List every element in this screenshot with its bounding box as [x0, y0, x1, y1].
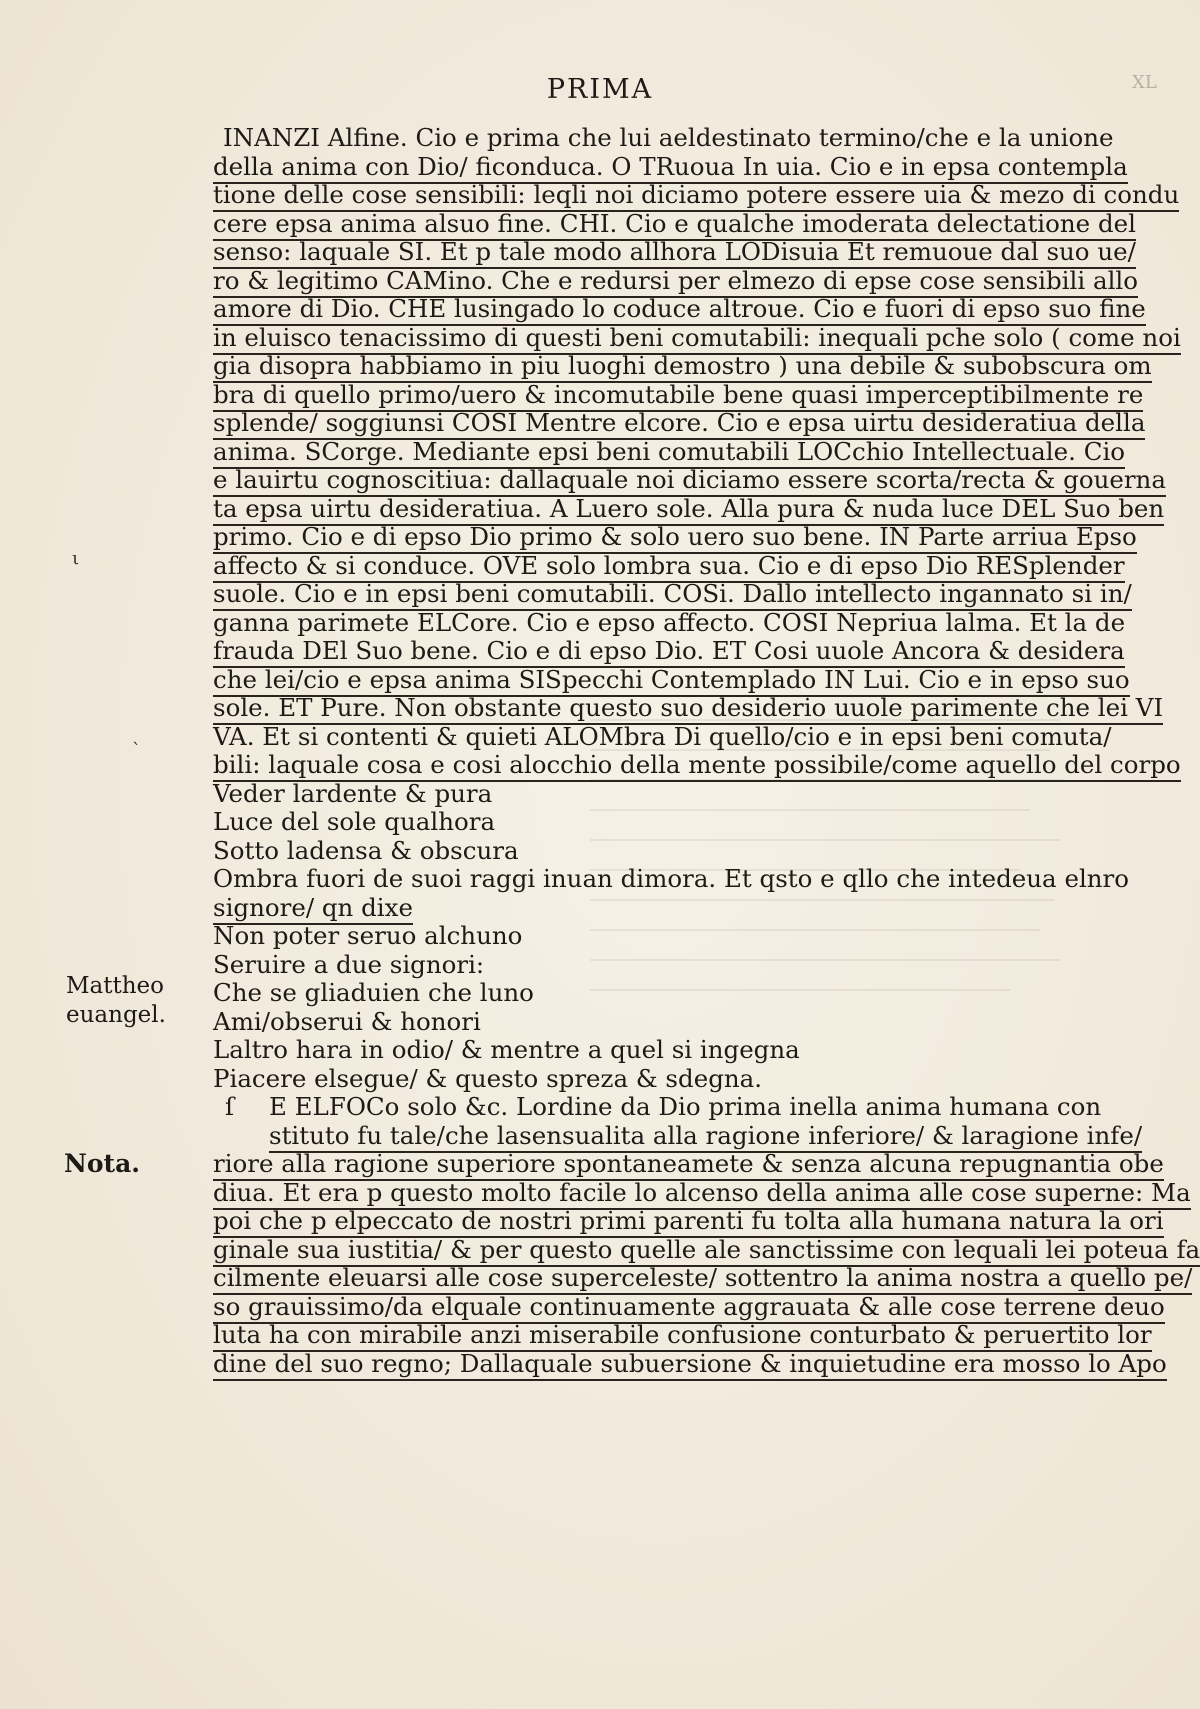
text-line-content: luta ha con mirabile anzi miserabile confusione conturbato & peruertito lor	[213, 1320, 1152, 1352]
text-line	[213, 1177, 1191, 1208]
text-line	[213, 208, 1136, 239]
margin-mark: ι	[72, 548, 80, 569]
text-line-content: poi che p elpeccato de nostri primi parenti fu tolta alla humana natura la ori	[213, 1206, 1164, 1238]
text-line	[213, 1234, 1200, 1265]
text-line-content: splende/ soggiunsi COSI Mentre elcore. Cio e epsa uirtu desideratiua della	[213, 408, 1145, 440]
text-line	[213, 493, 1165, 524]
text-line-content: frauda DEl Suo bene. Cio e di epso Dio. ET Cosi uuole Ancora & desidera	[213, 636, 1125, 668]
text-line	[213, 894, 1093, 923]
text-line-content: senso: laquale SI. Et p tale modo allhora LODisuia Et remuoue dal suo ue/	[213, 237, 1136, 269]
verse-line: Non poter seruo alchuno	[213, 921, 523, 950]
text-line	[213, 465, 1166, 495]
page-marker: XL	[1132, 72, 1157, 93]
running-title: PRIMA	[546, 74, 654, 105]
text-line-content: dine del suo regno; Dallaquale subuersione & inquietudine era mosso lo Apo	[213, 1349, 1167, 1381]
text-line	[213, 180, 1180, 210]
margin-citation-2: euangel.	[66, 1002, 166, 1028]
text-line: VA. Et si contenti & quieti ALOMbra Di quello/cio e in epsi beni comuta/	[213, 721, 1112, 751]
text-line-content: E ELFOCo solo &c. Lordine da Dio prima inella anima humana con	[269, 1092, 1102, 1121]
verse-line: Ami/obserui & honori	[213, 1006, 481, 1036]
text-line-content: stituto fu tale/che lasensualita alla ragione inferiore/ & laragione infe/	[269, 1121, 1142, 1153]
text-line-content: so grauissimo/da elquale continuamente aggrauata & alle cose terrene deuo	[213, 1292, 1165, 1324]
text-line: ganna parimete ELCore. Cio e epso affecto. COSI Nepriua lalma. Et la de	[213, 607, 1126, 637]
text-line	[213, 1120, 1143, 1151]
text-line	[213, 1149, 1164, 1179]
text-line	[213, 379, 1144, 410]
text-line-content: che lei/cio e epsa anima SISpecchi Contemplado IN Lui. Cio e in epso suo	[213, 665, 1130, 697]
text-line-content: diua. Et era p questo molto facile lo alcenso della anima alle cose superne: Ma	[213, 1178, 1191, 1210]
verse-line: Laltro hara in odio/ & mentre a quel si ingegna	[213, 1035, 800, 1064]
text-line-content: suole. Cio e in epsi beni comutabili. COSi. Dallo intellecto ingannato si in/	[213, 579, 1132, 611]
text-line: Ombra fuori de suoi raggi inuan dimora. Et qsto e qllo che intedeua elnro	[213, 864, 1130, 893]
text-line	[213, 436, 1126, 467]
verse-line: Luce del sole qualhora	[213, 807, 496, 836]
text-line: INANZI Alfine. Cio e prima che lui aeldestinato termino/che e la unione	[223, 123, 1114, 152]
verse-line: Seruire a due signori:	[213, 949, 485, 979]
text-line-content: e lauirtu cognoscitiua: dallaquale noi diciamo essere scorta/recta & gouerna	[213, 465, 1166, 497]
text-line-content: bili: laquale cosa e cosi alocchio della mente possibile/come aquello del corpo	[213, 750, 1181, 782]
text-line-content: della anima con Dio/ ficonduca. O TRuoua In uia. Cio e in epsa contempla	[213, 152, 1128, 184]
verse-line: Piacere elsegue/ & questo spreza & sdegna.	[213, 1063, 763, 1093]
text-line-content: sole. ET Pure. Non obstante questo suo desiderio uuole parimente che lei VI	[213, 693, 1163, 725]
text-line	[213, 1092, 1102, 1122]
paragraph-mark: ſ	[225, 1092, 235, 1121]
text-line	[213, 1291, 1165, 1322]
margin-citation-1: Mattheo	[66, 973, 165, 999]
text-line	[213, 636, 1125, 666]
text-line-content: ginale sua iustitia/ & per questo quelle ale sanctissime con lequali lei poteua fa	[213, 1235, 1200, 1267]
text-line	[213, 237, 1136, 267]
text-line	[213, 294, 1146, 324]
text-line	[213, 579, 1132, 609]
text-line	[213, 550, 1125, 581]
text-line-content: ta epsa uirtu desideratiua. A Luero sole. Alla pura & nuda luce DEL Suo ben	[213, 494, 1164, 526]
text-line-content: affecto & si conduce. OVE solo lombra sua. Cio e di epso Dio RESplender	[213, 551, 1125, 583]
text-line-content: amore di Dio. CHE lusingado lo coduce altroue. Cio e fuori di epso suo fine	[213, 294, 1146, 326]
main-text	[213, 123, 1200, 1378]
text-line-content: primo. Cio e di epso Dio primo & solo uero suo bene. IN Parte arriua Epso	[213, 522, 1137, 554]
verse-line: Che se gliaduien che luno	[213, 978, 534, 1007]
text-line	[213, 151, 1128, 182]
text-line	[213, 1320, 1152, 1350]
text-line-content: cilmente eleuarsi alle cose superceleste/ sottentro la anima nostra a quello pe/	[213, 1263, 1192, 1295]
text-line	[213, 1263, 1193, 1293]
text-line-content: tione delle cose sensibili: leqli noi diciamo potere essere uia & mezo di condu	[213, 180, 1179, 212]
text-line-content: cere epsa anima alsuo fine. CHI. Cio e qualche imoderata delectatione del	[213, 209, 1136, 241]
text-line	[213, 750, 1181, 780]
text-line-content: ro & legitimo CAMino. Che e redursi per elmezo di epse cose sensibili allo	[213, 266, 1138, 298]
text-line-content: anima. SCorge. Mediante epsi beni comutabili LOCchio Intellectuale. Cio	[213, 437, 1125, 469]
text-line	[213, 265, 1139, 296]
text-line-content: bra di quello primo/uero & incomutabile bene quasi imperceptibilmente re	[213, 380, 1143, 412]
margin-mark: `	[132, 740, 141, 761]
text-line-content: in eluisco tenacissimo di questi beni comutabili: inequali pche solo ( come noi	[213, 323, 1181, 355]
margin-nota: Nota.	[64, 1149, 140, 1178]
text-line	[213, 522, 1137, 552]
text-line	[213, 351, 1152, 381]
text-line	[213, 1206, 1164, 1236]
text-line-content: gia disopra habbiamo in piu luoghi demostro ) una debile & subobscura om	[213, 351, 1152, 383]
text-line-content: signore/ qn dixe	[213, 893, 413, 925]
verse-line: Sotto ladensa & obscura	[213, 835, 519, 865]
text-line	[213, 408, 1146, 438]
text-line	[213, 693, 1164, 723]
text-line	[213, 1348, 1167, 1379]
text-line	[213, 322, 1181, 353]
text-line-content: riore alla ragione superiore spontaneamete & senza alcuna repugnantia obe	[213, 1149, 1164, 1181]
verse-line: Veder lardente & pura	[213, 778, 493, 808]
text-line	[213, 664, 1130, 695]
